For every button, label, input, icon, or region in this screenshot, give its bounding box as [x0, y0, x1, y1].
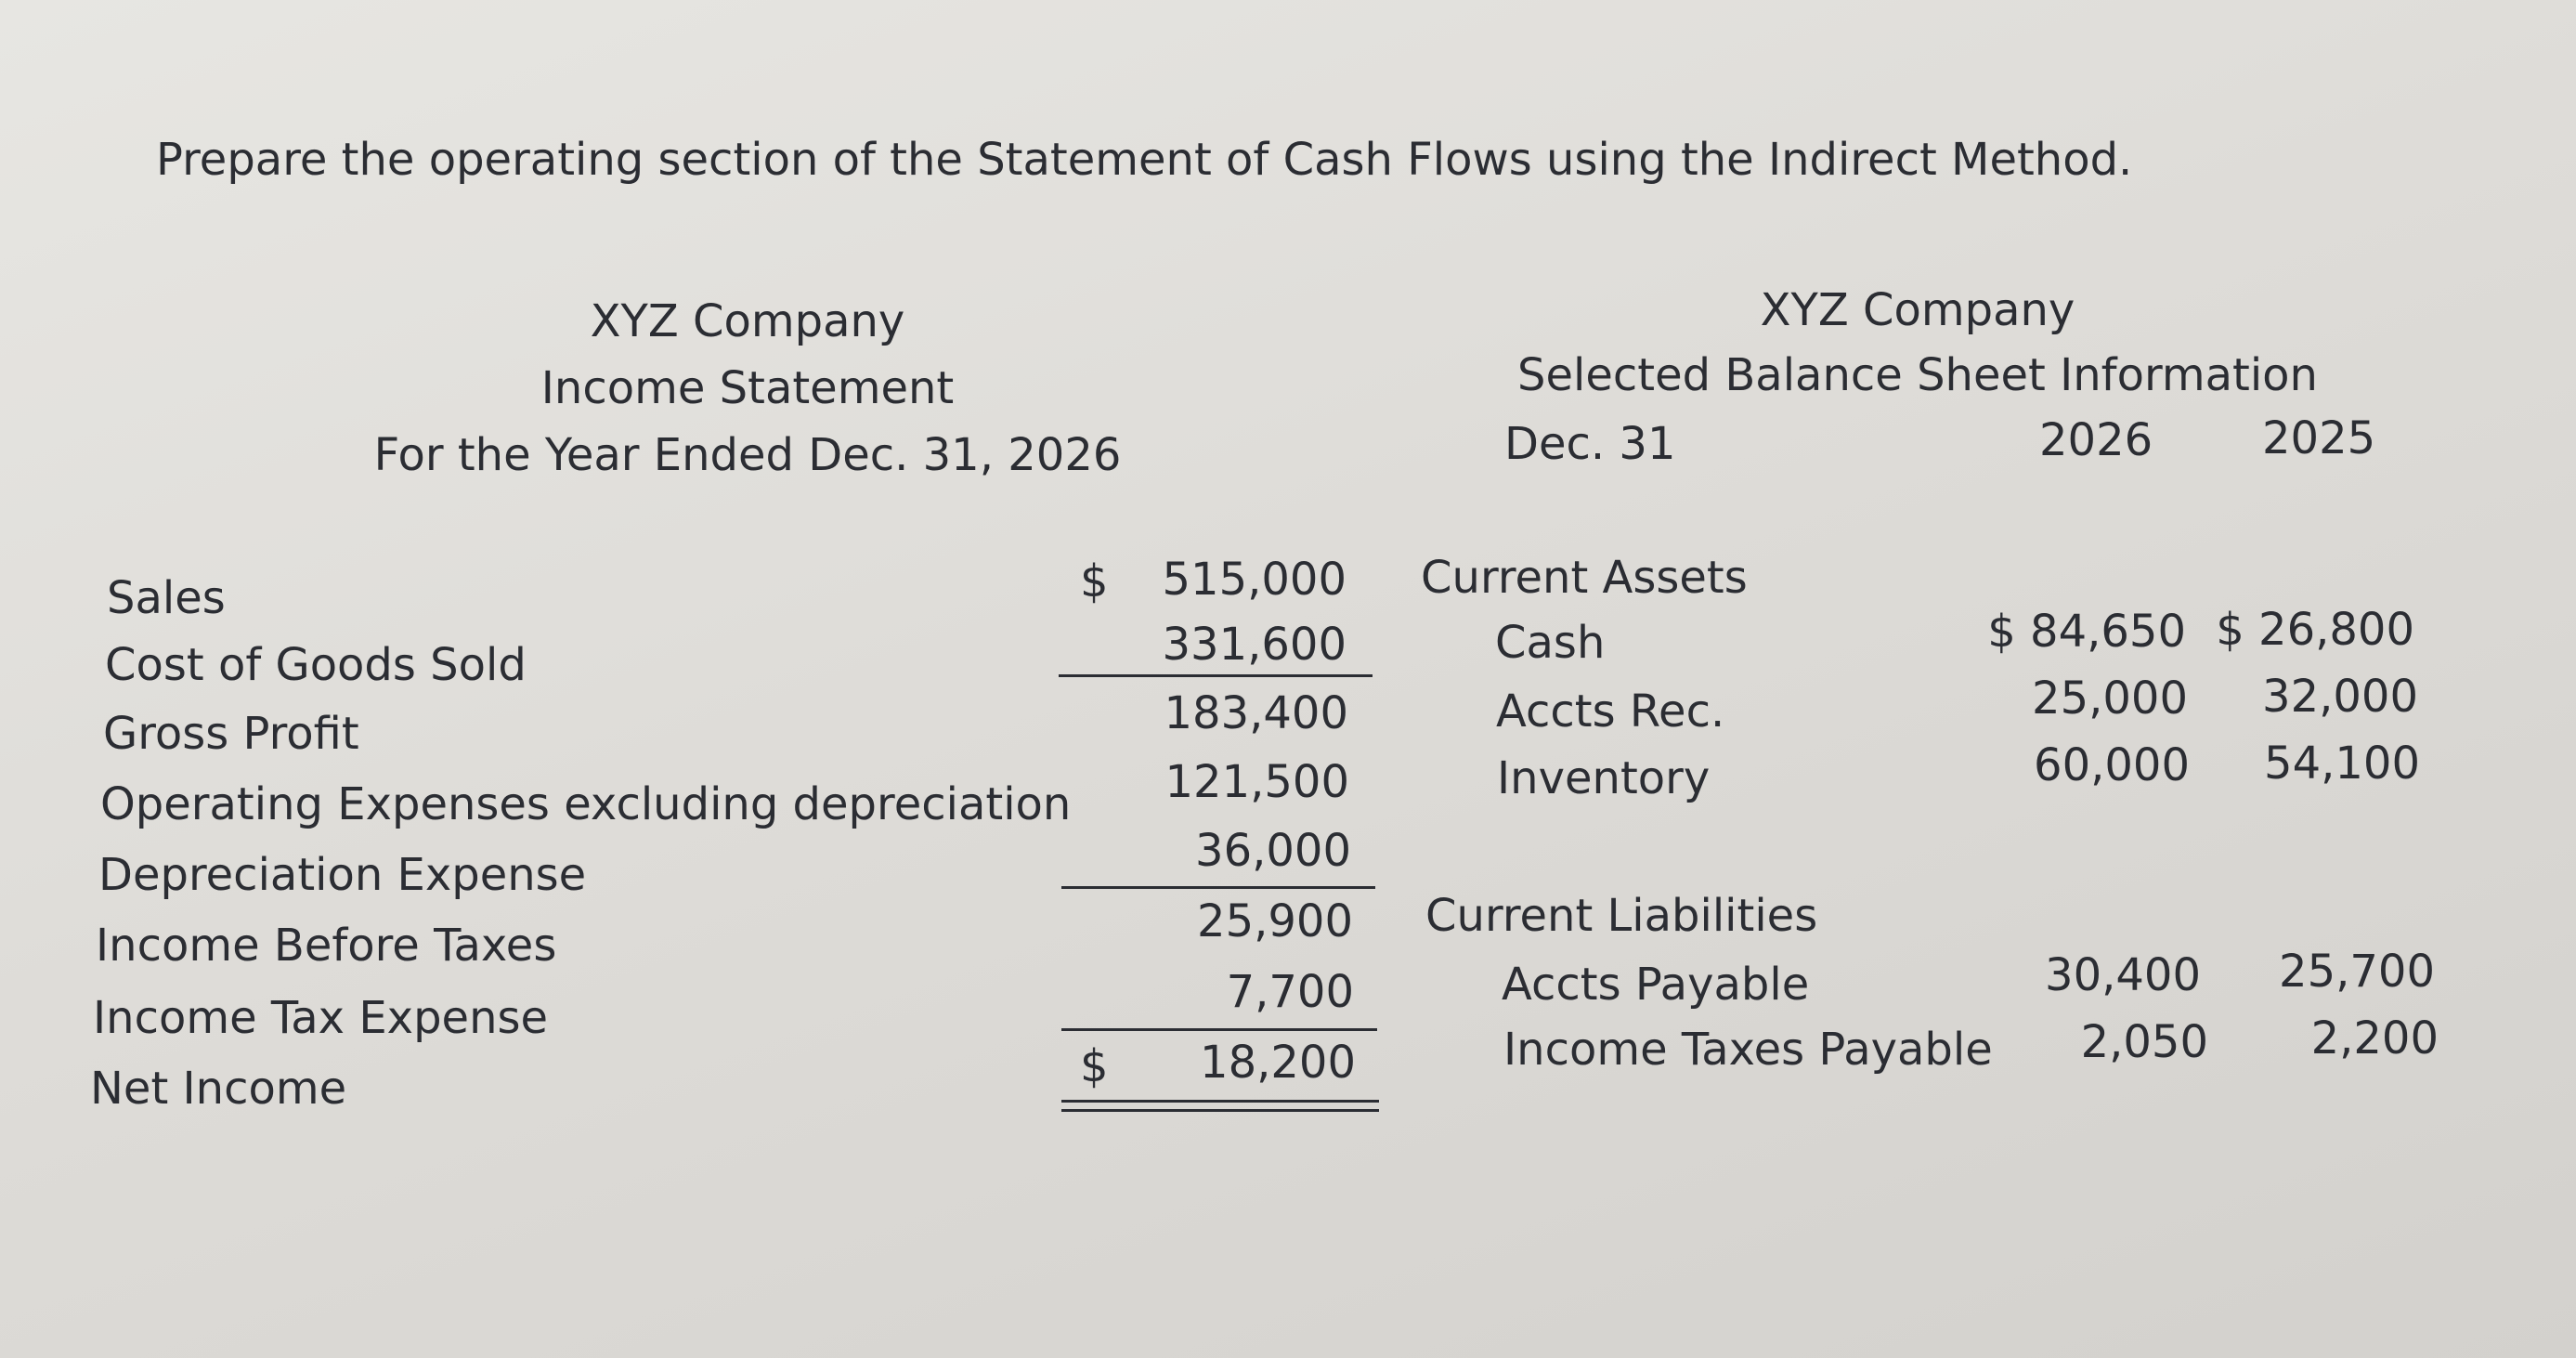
- income-amount-cogs: 331,600: [1162, 619, 1347, 671]
- asset-2026-accts-rec: 25,000: [2032, 672, 2188, 725]
- currency-symbol-sales: $: [1080, 555, 1109, 607]
- income-label-depreciation: Depreciation Expense: [98, 849, 587, 901]
- asset-2025-cash: $ 26,800: [2216, 604, 2414, 656]
- liability-label-accts-payable: Accts Payable: [1502, 959, 1810, 1011]
- asset-2025-accts-rec: 32,000: [2262, 671, 2418, 723]
- income-amount-operating-expenses: 121,500: [1164, 756, 1349, 808]
- liability-2025-income-taxes-payable: 2,200: [2310, 1012, 2439, 1064]
- income-label-income-tax-expense: Income Tax Expense: [93, 992, 549, 1044]
- income-statement-period: For the Year Ended Dec. 31, 2026: [373, 429, 1122, 481]
- current-assets-heading: Current Assets: [1421, 552, 1748, 604]
- income-label-income-before-taxes: Income Before Taxes: [96, 920, 557, 972]
- liability-2025-accts-payable: 25,700: [2279, 946, 2435, 998]
- income-statement-company: XYZ Company: [590, 295, 905, 347]
- asset-label-inventory: Inventory: [1497, 752, 1711, 804]
- asset-label-accts-rec: Accts Rec.: [1496, 686, 1725, 738]
- asset-label-cash: Cash: [1495, 617, 1606, 669]
- balance-sheet-title: Selected Balance Sheet Information: [1517, 349, 2318, 401]
- income-amount-income-tax-expense: 7,700: [1226, 966, 1354, 1018]
- income-label-cogs: Cost of Goods Sold: [105, 639, 527, 691]
- liability-2026-income-taxes-payable: 2,050: [2080, 1016, 2208, 1068]
- income-label-operating-expenses: Operating Expenses excluding depreciation: [100, 778, 1072, 830]
- current-liabilities-heading: Current Liabilities: [1425, 890, 1818, 942]
- subtotal-rule-income-before-taxes: [1061, 886, 1375, 889]
- asset-2025-inventory: 54,100: [2264, 738, 2420, 790]
- income-amount-depreciation: 36,000: [1195, 825, 1351, 877]
- income-statement-title: Income Statement: [540, 362, 955, 414]
- currency-symbol-net-income: $: [1080, 1040, 1109, 1092]
- income-label-sales: Sales: [107, 572, 226, 624]
- double-rule-net-income-top: [1061, 1100, 1379, 1103]
- income-label-gross-profit: Gross Profit: [103, 708, 359, 760]
- subtotal-rule-gross-profit: [1059, 674, 1373, 677]
- liability-2026-accts-payable: 30,400: [2045, 949, 2201, 1001]
- income-amount-net-income: 18,200: [1200, 1037, 1356, 1089]
- subtotal-rule-net-income: [1061, 1028, 1377, 1031]
- balance-sheet-company: XYZ Company: [1760, 284, 2075, 336]
- asset-2026-cash: $ 84,650: [1987, 606, 2186, 658]
- income-amount-sales: 515,000: [1162, 554, 1347, 606]
- liability-label-income-taxes-payable: Income Taxes Payable: [1503, 1024, 1993, 1076]
- double-rule-net-income-bottom: [1061, 1109, 1379, 1112]
- balance-sheet-date-label: Dec. 31: [1504, 418, 1676, 470]
- instruction-text: Prepare the operating section of the Statement of Cash Flows using the Indirect Method.: [156, 134, 2133, 186]
- income-amount-income-before-taxes: 25,900: [1197, 895, 1353, 947]
- year-header-2025: 2025: [2262, 412, 2376, 464]
- year-header-2026: 2026: [2039, 414, 2153, 466]
- asset-2026-inventory: 60,000: [2034, 739, 2190, 791]
- income-label-net-income: Net Income: [90, 1063, 347, 1115]
- income-amount-gross-profit: 183,400: [1164, 687, 1348, 739]
